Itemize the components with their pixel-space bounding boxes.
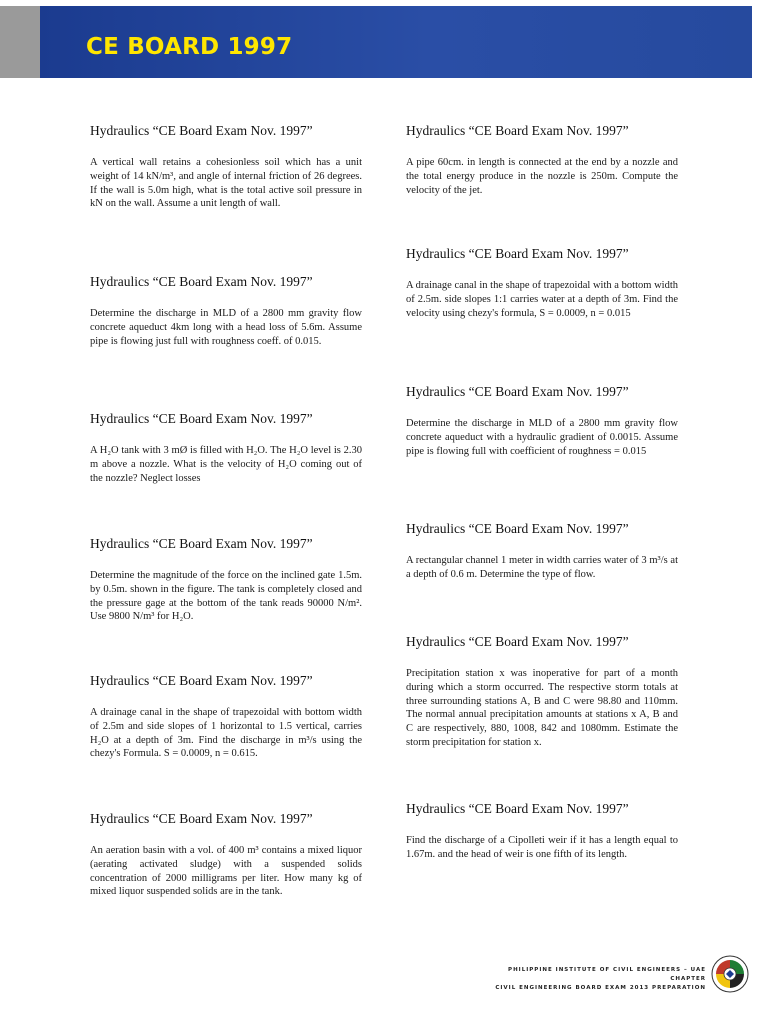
problem-left-3 [90, 411, 362, 485]
problem-title: Hydraulics “CE Board Exam Nov. 1997” [90, 123, 313, 138]
footer-credit [470, 966, 706, 993]
problem-text: Determine the magnitude of the force on the inclined gate 1.5m. by 0.5m. shown in the figure. The tank is completely closed and the pressure gage at the bottom of the tank reads 90000 N/m². Use 9800 N/m³ for H₂O. [90, 570, 362, 623]
problem-right-4 [406, 521, 678, 582]
problem-text: A drainage canal in the shape of trapezoidal with a bottom width of 2.5m. side slopes 1:1 carries water at a depth of 3m. Find the velocity using chezy's formula, S = 0.0009, n = 0.015 [406, 280, 678, 319]
problem-title: Hydraulics “CE Board Exam Nov. 1997” [90, 811, 313, 826]
problem-text: A drainage canal in the shape of trapezoidal with bottom width of 2.5m and side slopes of 1 horizontal to 1.5 vertical, carries H₂O at a depth of 3m. Find the discharge in m³/s using the chezy's Formula. S = 0.0009, n = 0.615. [90, 707, 362, 760]
problem-text: Precipitation station x was inoperative for part of a month during which a storm occurred. The respective storm totals at three surrounding stations A, B and C were 98.80 and 110mm. The normal annual precipitation amounts at stations x A, B and C are respectively, 880, 1008, 842 and 1080mm. Estimate the storm precipitation for station x. [406, 668, 678, 748]
problem-title: Hydraulics “CE Board Exam Nov. 1997” [90, 536, 313, 551]
problem-text: Determine the discharge in MLD of a 2800 mm gravity flow concrete aqueduct 4km long with a head loss of 5.6m. Assume pipe is flowing just full with roughness coeff. of 0.015. [90, 308, 362, 347]
problem-text: A pipe 60cm. in length is connected at the end by a nozzle and the total energy produce in the nozzle is 250m. Compute the velocity of the jet. [406, 157, 678, 196]
problem-left-2 [90, 274, 362, 348]
problem-text: Determine the discharge in MLD of a 2800 mm gravity flow concrete aqueduct with a hydraulic gradient of 0.0015. Assume pipe is flowing full with coefficient of roughness = 0.015 [406, 418, 678, 457]
problem-left-6 [90, 811, 362, 899]
footer-line-2: CIVIL ENGINEERING BOARD EXAM 2013 PREPARATION [495, 985, 706, 991]
piceuae-seal-logo-icon [710, 952, 750, 996]
problem-left-4 [90, 536, 362, 624]
problem-title: Hydraulics “CE Board Exam Nov. 1997” [90, 673, 313, 688]
problem-title: Hydraulics “CE Board Exam Nov. 1997” [406, 123, 629, 138]
problem-title: Hydraulics “CE Board Exam Nov. 1997” [90, 411, 313, 426]
problem-left-5 [90, 673, 362, 761]
problem-right-5 [406, 634, 678, 750]
problem-title: Hydraulics “CE Board Exam Nov. 1997” [406, 801, 629, 816]
problem-title: Hydraulics “CE Board Exam Nov. 1997” [406, 246, 629, 261]
problem-right-2 [406, 246, 678, 320]
problem-title: Hydraulics “CE Board Exam Nov. 1997” [406, 384, 629, 399]
problem-title: Hydraulics “CE Board Exam Nov. 1997” [406, 521, 629, 536]
problem-text: Find the discharge of a Cipolleti weir if it has a length equal to 1.67m. and the head of weir is one fifth of its length. [406, 835, 678, 860]
problem-text: A rectangular channel 1 meter in width carries water of 3 m³/s at a depth of 0.6 m. Determine the type of flow. [406, 555, 678, 580]
problem-title: Hydraulics “CE Board Exam Nov. 1997” [90, 274, 313, 289]
page-title: CE BOARD 1997 [86, 34, 293, 60]
problem-title: Hydraulics “CE Board Exam Nov. 1997” [406, 634, 629, 649]
problem-right-6 [406, 801, 678, 862]
problem-left-1 [90, 123, 362, 211]
footer-line-1: PHILIPPINE INSTITUTE OF CIVIL ENGINEERS – UAE CHAPTER [508, 967, 706, 982]
problem-right-3 [406, 384, 678, 458]
problem-text: An aeration basin with a vol. of 400 m³ contains a mixed liquor (aerating activated sludge) with a suspended solids concentration of 2000 milligrams per liter. How many kg of mixed liquor suspended solids are in the tank. [90, 845, 362, 898]
problem-text: A H₂O tank with 3 mØ is filled with H₂O. The H₂O level is 2.30 m above a nozzle. What is the velocity of H₂O coming out of the nozzle? Neglect losses [90, 445, 362, 484]
problem-text: A vertical wall retains a cohesionless soil which has a unit weight of 14 kN/m³, and angle of internal friction of 26 degrees. If the wall is 5.0m high, what is the total active soil pressure in kN on the wall. Assume a unit length of wall. [90, 157, 362, 210]
header-accent-block [0, 6, 40, 78]
problem-right-1 [406, 123, 678, 197]
